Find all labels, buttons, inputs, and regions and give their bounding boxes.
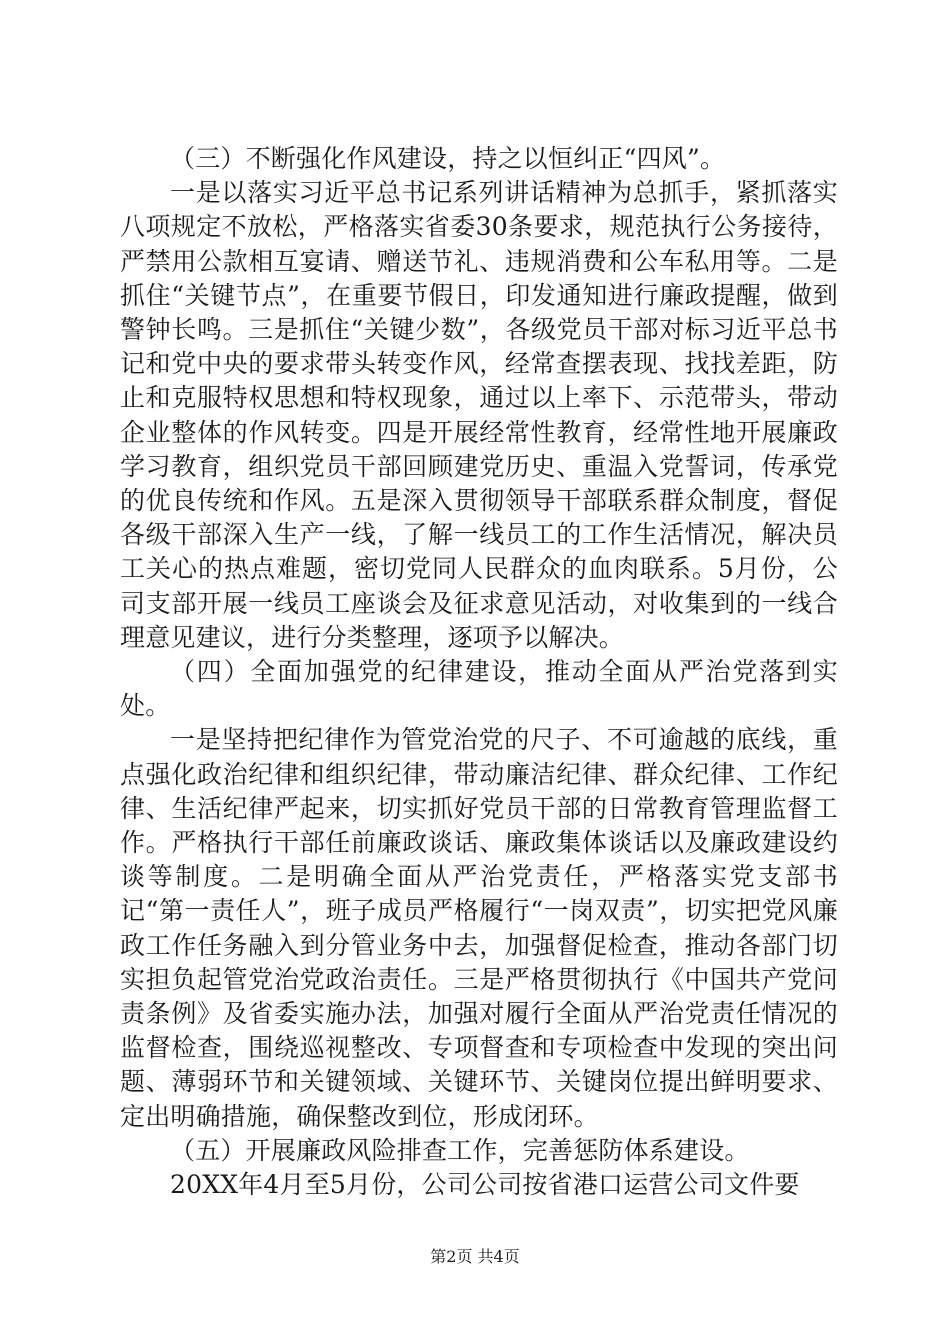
paragraph-section-3: 一是以落实习近平总书记系列讲话精神为总抓手，紧抓落实八项规定不放松，严格落实省委30条要求，规范执行公务接待，严禁用公款相互宴请、赠送节礼、违规消费和公车私用等。二是抓住“关键节点”，在重要节假日，印发通知进行廉政提醒，做到警钟长鸣。三是抓住“关键少数”，各级党员干部对标习近平总书记和党中央的要求带头转变作风，经常查摆表现、找找差距，防止和克服特权思想和特权现象，通过以上率下、示范带头，带动企业整体的作风转变。四是开展经常性教育，经常性地开展廉政学习教育，组织党员干部回顾建党历史、重温入党誓词，传承党的优良传统和作风。五是深入贯彻领导干部联系群众制度，督促各级干部深入生产一线，了解一线员工的工作生活情况，解决员工关心的热点难题，密切党同人民群众的血肉联系。5月份，公司支部开展一线员工座谈会及征求意见活动，对收集到的一线合理意见建议，进行分类整理，逐项予以解决。 [120,178,838,652]
paragraph-section-5: 20XX年4月至5月份，公司公司按省港口运营公司文件要 [170,1170,800,1200]
section-heading-3: （三）不断强化作风建设，持之以恒纠正“四风”。 [170,144,726,173]
paragraph-section-4: 一是坚持把纪律作为管党治党的尺子、不可逾越的底线，重点强化政治纪律和组织纪律，带动廉洁纪律、群众纪律、工作纪律、生活纪律严起来，切实抓好党员干部的日常教育管理监督工作。严格执行干部任前廉政谈话、廉政集体谈话以及廉政建设约谈等制度。二是明确全面从严治党责任，严格落实党支部书记“第一责任人”，班子成员严格履行“一岗双责”，切实把党风廉政工作任务融入到分管业务中去，加强督促检查，推动各部门切实担负起管党治党政治责任。三是严格贯彻执行《中国共产党问责条例》及省委实施办法，加强对履行全面从严治党责任情况的监督检查，围绕巡视整改、专项督查和专项检查中发现的突出问题、薄弱环节和关键领域、关键环节、关键岗位提出鲜明要求、定出明确措施，确保整改到位，形成闭环。 [120,725,838,1131]
section-heading-5: （五）开展廉政风险排查工作，完善惩防体系建设。 [170,1135,750,1165]
section-heading-4: （四）全面加强党的纪律建设，推动全面从严治党落到实处。 [120,657,838,721]
document-body [120,142,838,1202]
page-number-footer: 第2页 共4页 [430,1247,520,1266]
